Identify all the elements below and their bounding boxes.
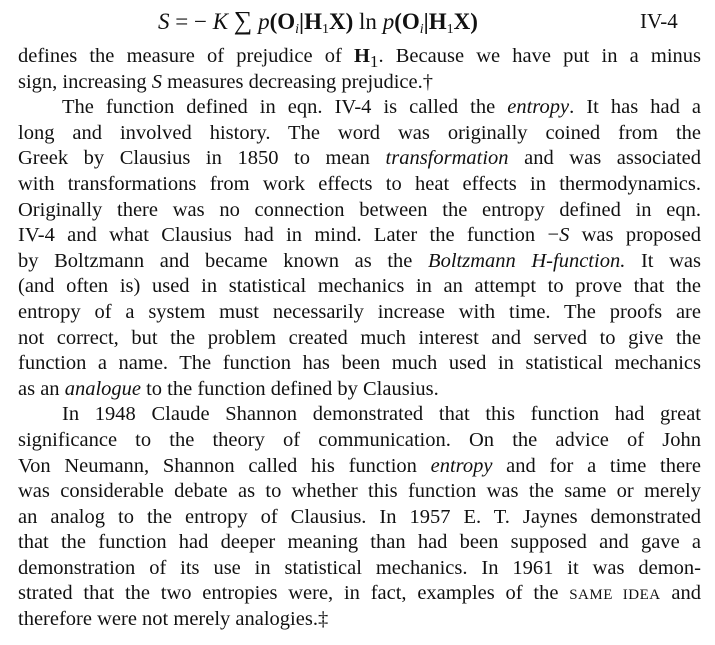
eq-symbol-x: X) (453, 9, 478, 34)
eq-subscript-i: i (295, 22, 300, 37)
eq-symbol-p: p (382, 9, 395, 34)
equation-row (0, 6, 715, 36)
text-line: Greek by Clausius in 1850 to mean transformation and was associated (18, 147, 701, 170)
eq-symbol-s: S (158, 9, 170, 34)
eq-subscript-1: 1 (446, 22, 454, 37)
eq-symbol-h: |H (423, 9, 447, 34)
eq-symbol-p: p (258, 9, 270, 34)
text-line: The function defined in eqn. IV-4 is called the entropy. It has had a (62, 96, 702, 119)
eq-symbol-k: K (212, 9, 229, 34)
eq-ln: ln (359, 9, 377, 34)
text-line: not correct, but the problem created much interest and served to give the (18, 326, 701, 349)
text-line: function a name. The function has been much used in statistical mechanics (18, 352, 701, 375)
text-line: with transformations from work effects to heat effects in thermodynamics. (18, 172, 701, 195)
text-line: Originally there was no connection between the entropy defined in eqn. (18, 198, 701, 221)
paragraph-2 (18, 95, 701, 402)
body-text (18, 44, 701, 633)
paragraph-3 (18, 402, 701, 632)
text-line: by Boltzmann and became known as the Boltzmann H-function. It was (18, 249, 702, 272)
eq-subscript-i: i (419, 22, 424, 37)
text-line: demonstration of its use in statistical mechanics. In 1961 it was demon- (18, 556, 701, 579)
text-line: (and often is) used in statistical mechanics in an attempt to prove that the (18, 275, 701, 298)
eq-sum-sign: ∑ (233, 6, 253, 35)
text-line: In 1948 Claude Shannon demonstrated that this function had great (62, 403, 701, 426)
text-line: as an analogue to the function defined by Clausius. (18, 377, 439, 400)
text-line: significance to the theory of communication. On the advice of John (18, 428, 701, 451)
eq-symbol-o: (O (269, 9, 296, 34)
text-line: IV-4 and what Clausius had in mind. Later the function −S was proposed (18, 224, 701, 247)
eq-symbol-o: (O (394, 9, 420, 34)
text-line: that the function had deeper meaning than had been supposed and gave a (18, 531, 701, 554)
eq-operator: = − (175, 9, 207, 34)
text-line: strated that the two entropies were, in fact, examples of the SAME IDEA and (18, 582, 701, 605)
entropy-equation (158, 6, 478, 37)
text-line: long and involved history. The word was originally coined from the (18, 121, 701, 144)
text-line: was considerable debate as to whether this function was the same or merely (18, 480, 701, 503)
equation-number: IV-4 (640, 9, 678, 33)
eq-symbol-x: X) (329, 9, 354, 34)
paragraph-1 (18, 44, 701, 95)
eq-subscript-1: 1 (322, 22, 330, 37)
text-line: defines the measure of prejudice of $H_1$. Because we have put in a minus (18, 45, 701, 72)
text-line: entropy of a system must necessarily increase with time. The proofs are (18, 300, 701, 323)
text-line: sign, increasing S measures decreasing prejudice.† (18, 70, 433, 93)
text-line: an analog to the entropy of Clausius. In 1957 E. T. Jaynes demonstrated (18, 505, 701, 528)
eq-symbol-h: |H (299, 9, 323, 34)
text-line: Von Neumann, Shannon called his function entropy and for a time there (18, 454, 701, 477)
text-line: therefore were not merely analogies.‡ (18, 608, 329, 631)
